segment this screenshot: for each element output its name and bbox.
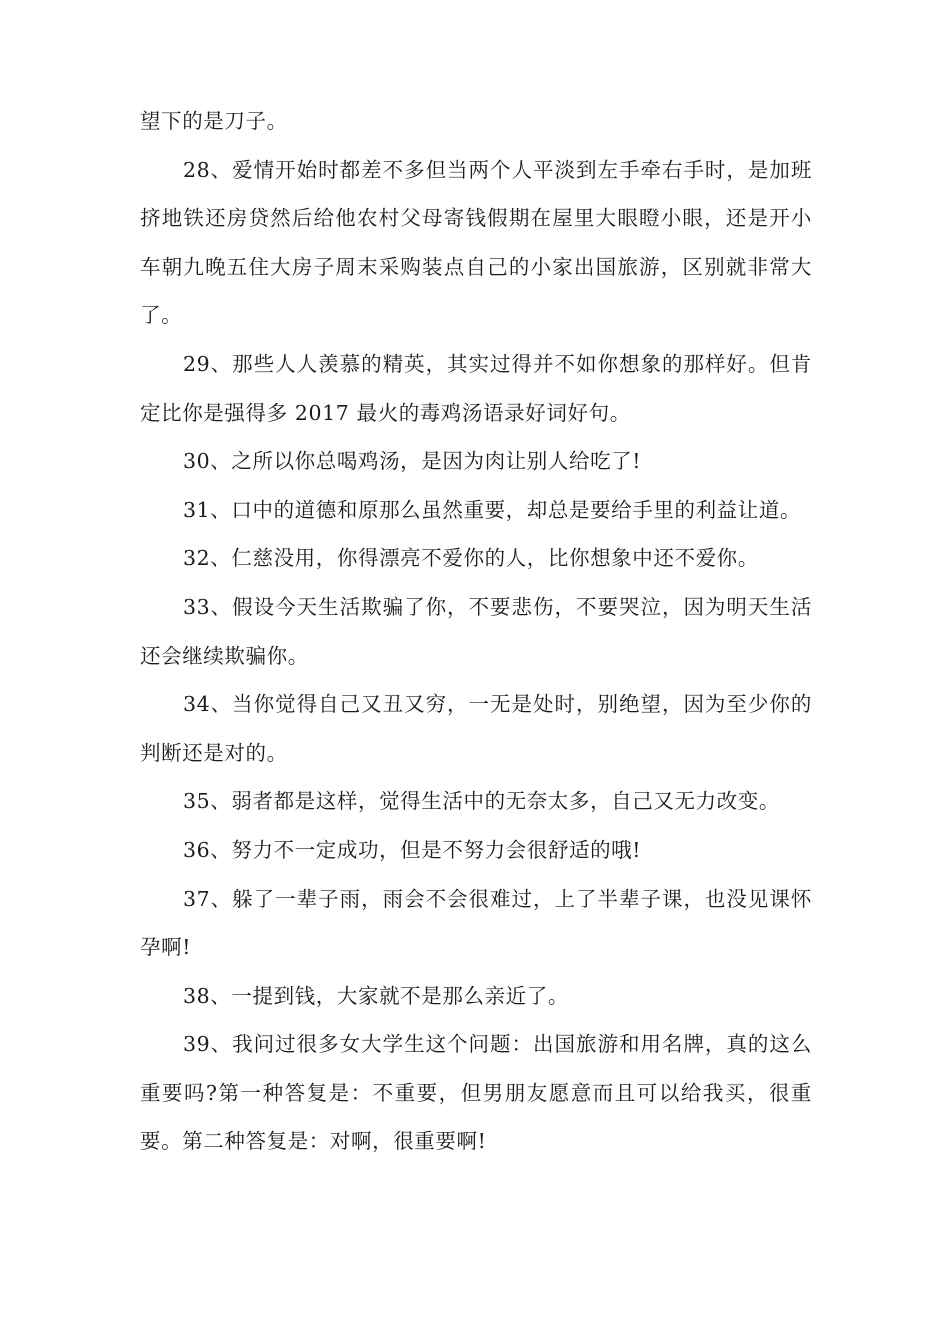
numbered-paragraph: 35、弱者都是这样，觉得生活中的无奈太多，自己又无力改变。 bbox=[183, 789, 780, 814]
numbered-paragraph: 32、仁慈没用，你得漂亮不爱你的人，比你想象中还不爱你。 bbox=[183, 546, 759, 571]
numbered-paragraph: 28、爱情开始时都差不多但当两个人平淡到左手牵右手时，是加班挤地铁还房贷然后给他农村父母寄钱假期在屋里大眼瞪小眼，还是开小车朝九晚五住大房子周末采购装点自己的小家出国旅游，区别就非常大了。 bbox=[140, 157, 812, 328]
numbered-paragraph: 29、那些人人羡慕的精英，其实过得并不如你想象的那样好。但肯定比你是强得多 2017 最火的毒鸡汤语录好词好句。 bbox=[140, 351, 812, 425]
numbered-paragraph: 31、口中的道德和原那么虽然重要，却总是要给手里的利益让道。 bbox=[183, 497, 802, 522]
numbered-paragraph: 36、努力不一定成功，但是不努力会很舒适的哦! bbox=[183, 837, 642, 862]
numbered-paragraph: 33、假设今天生活欺骗了你，不要悲伤，不要哭泣，因为明天生活还会继续欺骗你。 bbox=[140, 594, 812, 668]
paragraph-continuation: 望下的是刀子。 bbox=[140, 109, 288, 133]
numbered-paragraph: 38、一提到钱，大家就不是那么亲近了。 bbox=[183, 983, 569, 1008]
numbered-paragraph: 34、当你觉得自己又丑又穷，一无是处时，别绝望，因为至少你的判断还是对的。 bbox=[140, 692, 812, 765]
numbered-paragraph: 39、我问过很多女大学生这个问题：出国旅游和用名牌，真的这么重要吗?第一种答复是：不重要，但男朋友愿意而且可以给我买，很重要。第二种答复是：对啊，很重要啊! bbox=[140, 1032, 812, 1154]
document-body bbox=[140, 97, 812, 1166]
numbered-paragraph: 30、之所以你总喝鸡汤，是因为肉让别人给吃了! bbox=[183, 449, 642, 474]
numbered-paragraph: 37、躲了一辈子雨，雨会不会很难过，上了半辈子课，也没见课怀孕啊! bbox=[140, 886, 812, 960]
